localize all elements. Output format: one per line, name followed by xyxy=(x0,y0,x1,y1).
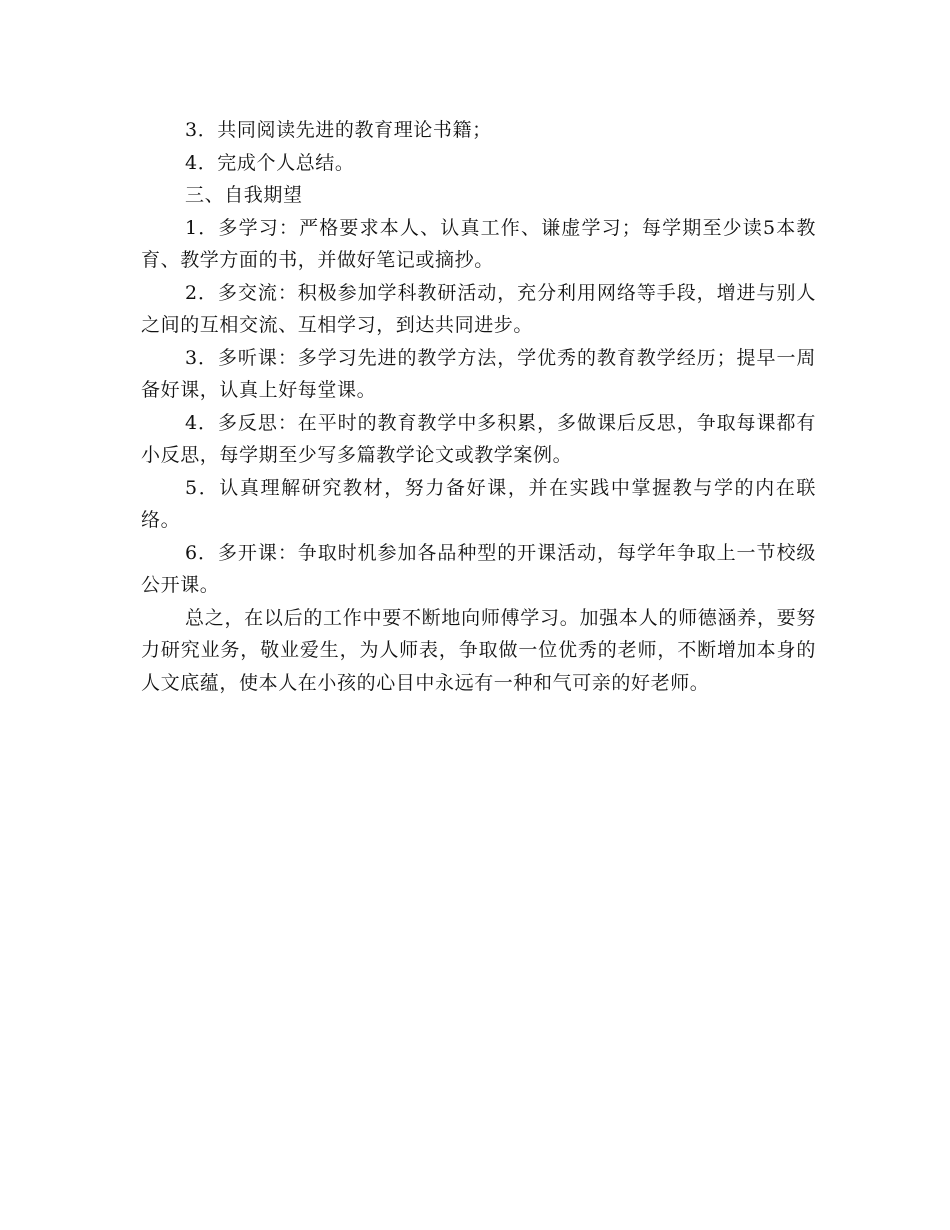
expectation-item-observe-lessons: 3．多听课：多学习先进的教学方法，学优秀的教育教学经历；提早一周备好课，认真上好每堂课。 xyxy=(141,346,816,401)
expectation-item-communicate: 2．多交流：积极参加学科教研活动，充分利用网络等手段，增进与别人之间的互相交流、互相学习，到达共同进步。 xyxy=(141,281,816,336)
expectation-item-study-materials: 5．认真理解研究教材，努力备好课，并在实践中掌握教与学的内在联络。 xyxy=(141,476,816,531)
document-body xyxy=(141,114,816,699)
list-item-summary: 4．完成个人总结。 xyxy=(185,151,355,174)
list-item-reading: 3．共同阅读先进的教育理论书籍； xyxy=(185,119,492,141)
expectation-item-reflect: 4．多反思：在平时的教育教学中多积累，多做课后反思，争取每课都有小反思，每学期至少写多篇教学论文或教学案例。 xyxy=(141,411,816,466)
expectation-item-study: 1．多学习：严格要求本人、认真工作、谦虚学习；每学期至少读5本教育、教学方面的书，并做好笔记或摘抄。 xyxy=(141,216,816,271)
expectation-item-open-lessons: 6．多开课：争取时机参加各品种型的开课活动，每学年争取上一节校级公开课。 xyxy=(141,541,816,596)
section-heading-self-expectation: 三、自我期望 xyxy=(185,184,303,206)
conclusion-paragraph: 总之，在以后的工作中要不断地向师傅学习。加强本人的师德涵养，要努力研究业务，敬业爱生，为人师表，争取做一位优秀的老师，不断增加本身的人文底蕴，使本人在小孩的心目中永远有一种和气可亲的好老师。 xyxy=(141,606,816,694)
